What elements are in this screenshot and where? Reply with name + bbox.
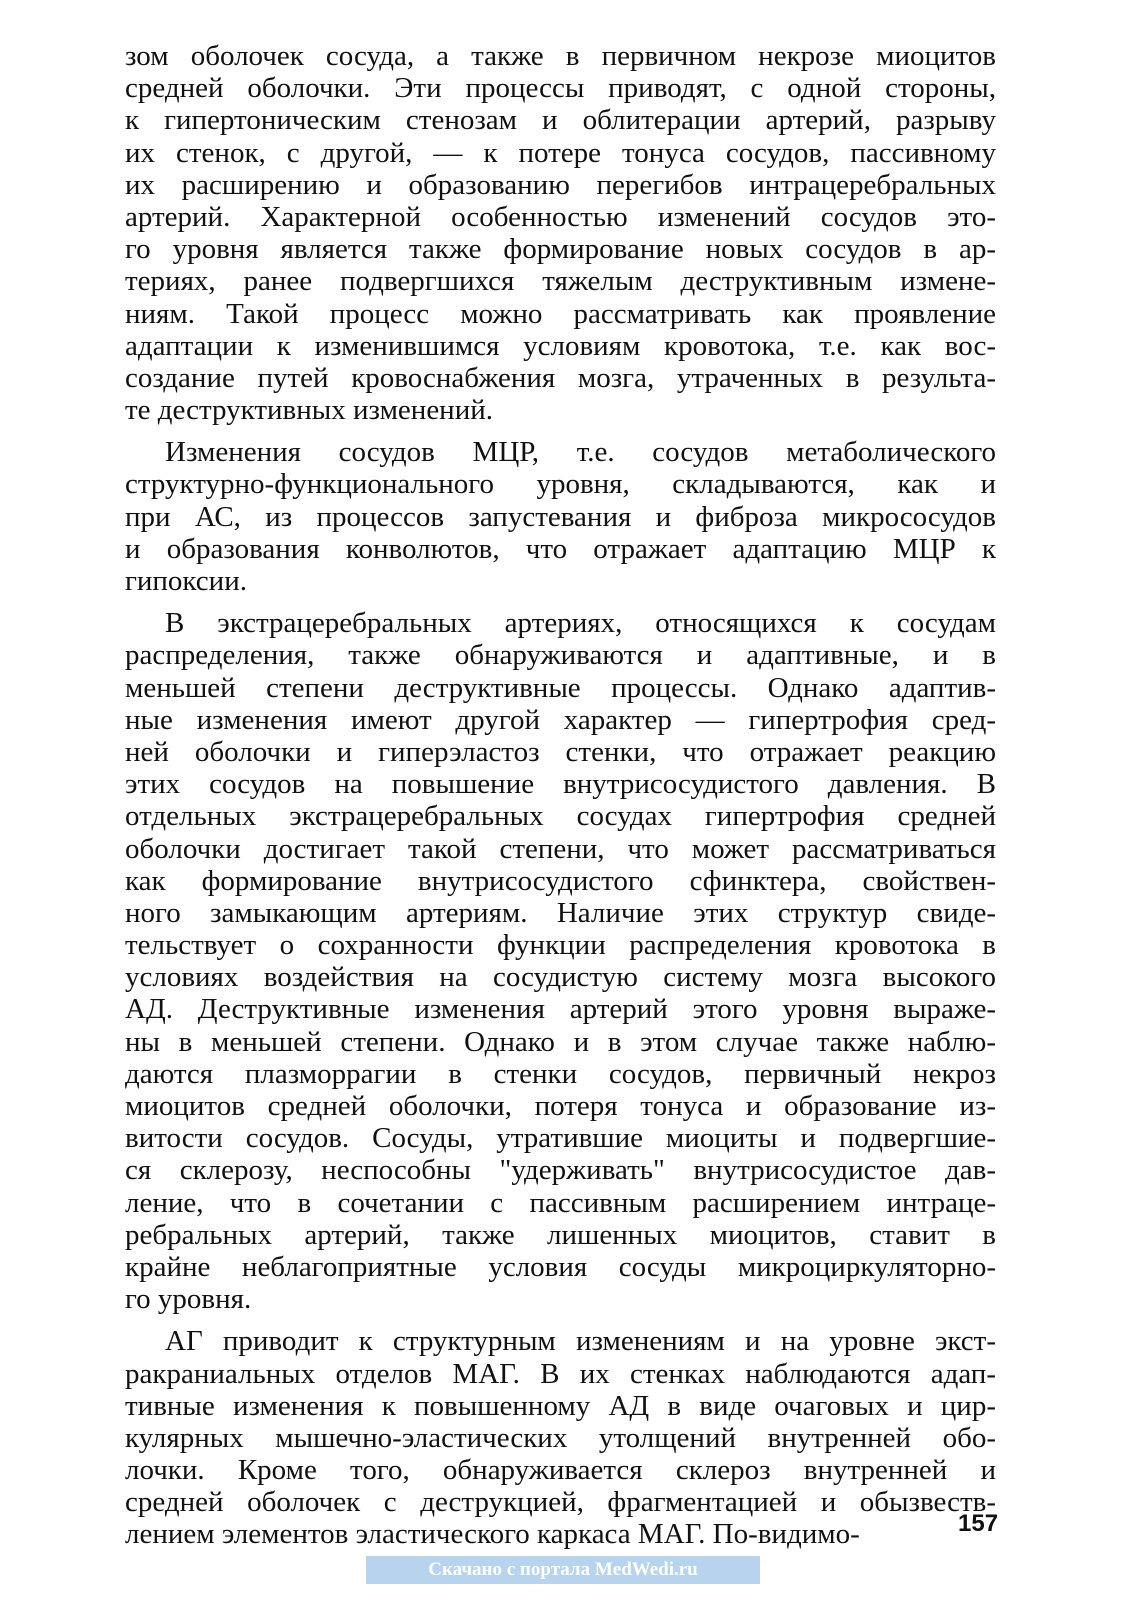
text-line: крайне неблагоприятные условия сосуды микроциркуляторно- [125,1250,996,1283]
text-line: зом оболочек сосуда, а также в первичном некрозе миоцитов [125,40,996,72]
text-line: артерий. Характерной особенностью изменений сосудов это- [125,200,996,233]
paragraph [125,1325,999,1551]
page-number: 157 [958,1510,999,1537]
text-line: ление, что в сочетании с пассивным расширением интраце- [125,1186,996,1219]
text-line: те деструктивных изменений. [125,394,493,427]
text-line: средней оболочки. Эти процессы приводят, с одной стороны, [125,72,996,105]
text-line: создание путей кровоснабжения мозга, утраченных в результа- [125,361,996,394]
text-line: ребральных артерий, также лишенных миоцитов, ставит в [125,1218,996,1251]
watermark-banner: Скачано с портала MedWedi.ru [366,1556,760,1584]
text-line: ного замыкающим артериям. Наличие этих структур свиде- [125,896,996,929]
paragraph [125,40,996,426]
text-line: и образования конволютов, что отражает адаптацию МЦР к [125,532,996,565]
text-line: средней оболочек с деструкцией, фрагментацией и обызвеств- [125,1486,996,1519]
text-line: кулярных мышечно-эластических утолщений внутренней обо- [125,1421,996,1454]
text-line: ны в меньшей степени. Однако и в этом случае также наблю- [125,1025,996,1058]
text-line: условиях воздействия на сосудистую систему мозга высокого [125,961,996,994]
paragraph [125,607,996,1315]
text-line: оболочки достигает такой степени, что может рассматриваться [125,832,996,865]
text-line: меньшей степени деструктивные процессы. Однако адаптив- [125,671,996,704]
text-line: при АС, из процессов запустевания и фиброза микрососудов [125,500,996,533]
text-line: ся склерозу, неспособны "удерживать" внутрисосудистое дав- [125,1154,996,1187]
text-line: миоцитов средней оболочки, потеря тонуса и образование из- [125,1090,996,1122]
text-line: Изменения сосудов МЦР, т.е. сосудов метаболического [165,436,996,469]
text-line: го уровня. [125,1283,252,1316]
text-line: го уровня является также формирование новых сосудов в ар- [125,233,996,266]
text-line: к гипертоническим стенозам и облитерации артерий, разрыву [125,104,996,137]
text-line: В экстрацеребральных артериях, относящихся к сосудам [165,607,996,640]
text-line: ные изменения имеют другой характер — гипертрофия сред- [125,703,996,736]
paragraph [125,436,996,597]
text-line: АД. Деструктивные изменения артерий этого уровня выраже- [125,993,996,1026]
text-line: тивные изменения к повышенному АД в виде очаговых и цир- [125,1389,996,1422]
text-line: тельствует о сохранности функции распределения кровотока в [125,929,996,962]
text-line: гипоксии. [125,565,247,597]
text-line: витости сосудов. Сосуды, утратившие миоциты и подвергшие- [125,1122,996,1155]
text-line: даются плазморрагии в стенки сосудов, первичный некроз [125,1057,996,1090]
text-line: ниям. Такой процесс можно рассматривать как проявление [125,297,996,330]
text-line: их расширению и образованию перегибов интрацеребральных [125,168,996,201]
text-line: АГ приводит к структурным изменениям и на уровне экст- [165,1325,996,1358]
text-line: этих сосудов на повышение внутрисосудистого давления. В [125,768,996,801]
text-line: ракраниальных отделов МАГ. В их стенках наблюдаются адап- [125,1357,996,1390]
text-line: адаптации к изменившимся условиям кровотока, т.е. как вос- [125,329,996,362]
text-line: лением элементов эластического каркаса МАГ. По-видимо- [125,1518,860,1551]
text-line: ней оболочки и гиперэластоз стенки, что отражает реакцию [125,735,996,768]
text-line: структурно-функционального уровня, складываются, как и [125,468,996,501]
text-line: териях, ранее подвергшихся тяжелым деструктивным измене- [125,265,996,298]
text-line: как формирование внутрисосудистого сфинктера, свойствен- [125,864,996,897]
page-body [125,40,999,1561]
text-line: их стенок, с другой, — к потере тонуса сосудов, пассивному [125,136,996,169]
text-line: отдельных экстрацеребральных сосудах гипертрофия средней [125,800,996,833]
text-line: распределения, также обнаруживаются и адаптивные, и в [125,639,996,672]
text-line: лочки. Кроме того, обнаруживается склероз внутренней и [125,1454,996,1487]
